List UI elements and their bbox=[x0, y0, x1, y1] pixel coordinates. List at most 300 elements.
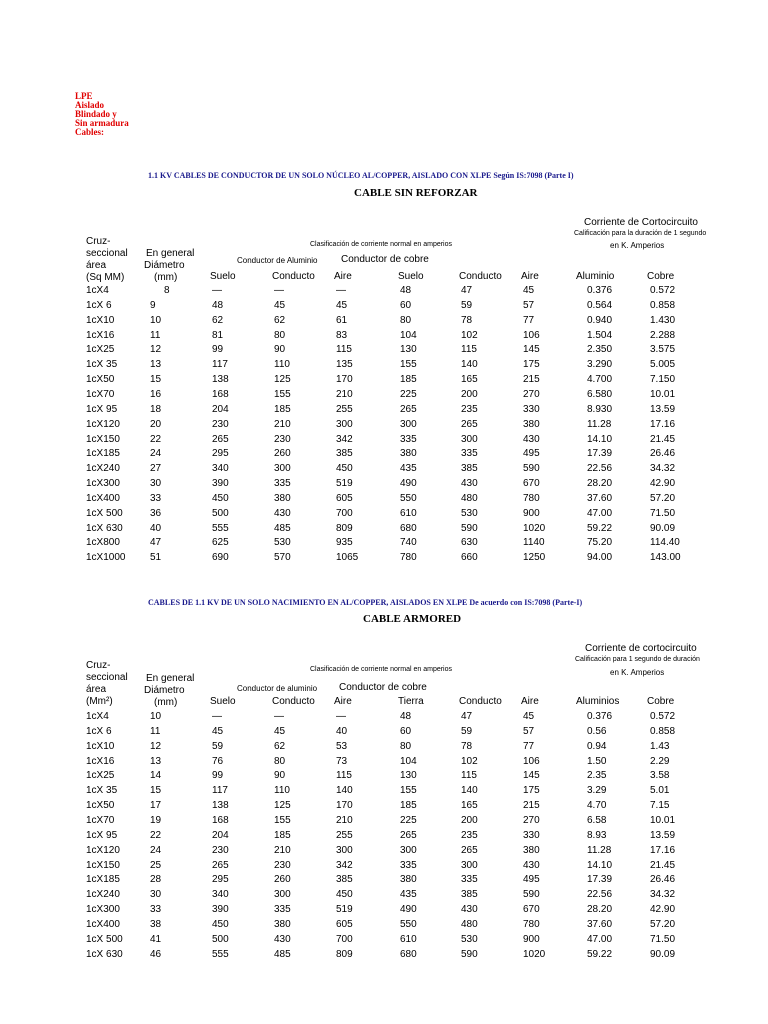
table-row bbox=[0, 785, 768, 799]
header-line: (Sq MM) bbox=[86, 272, 125, 283]
cell-diameter: 15 bbox=[150, 374, 162, 386]
cell-cu-air: 145 bbox=[523, 344, 540, 356]
cell-cu-air: 380 bbox=[523, 844, 540, 856]
cell-al-soil: 265 bbox=[212, 859, 229, 871]
cell-cu-air: 495 bbox=[523, 448, 540, 460]
cell-diameter: 11 bbox=[150, 329, 161, 341]
cell-sc-aluminium: 4.70 bbox=[587, 800, 607, 812]
cell-cu-soil: 265 bbox=[400, 829, 417, 841]
cell-al-duct: 90 bbox=[274, 344, 286, 356]
cell-diameter: 13 bbox=[150, 359, 162, 371]
cell-cu-duct: 78 bbox=[461, 740, 473, 752]
cell-cu-air: 77 bbox=[523, 740, 535, 752]
cell-al-air: 170 bbox=[336, 374, 353, 386]
cell-diameter: 8 bbox=[164, 285, 170, 296]
cell-cu-air: 106 bbox=[523, 329, 540, 341]
cell-al-air: 605 bbox=[336, 492, 353, 504]
cell-diameter: 24 bbox=[150, 448, 162, 460]
table-row bbox=[0, 508, 768, 522]
intro-line: LPE bbox=[75, 91, 93, 101]
table-row bbox=[0, 300, 768, 314]
cell-sc-aluminium: 75.20 bbox=[587, 537, 613, 549]
cell-diameter: 46 bbox=[150, 948, 162, 960]
cell-al-duct: 62 bbox=[274, 740, 286, 752]
cell-area: 1cX50 bbox=[86, 800, 115, 812]
cell-sc-aluminium: 22.56 bbox=[587, 889, 613, 901]
cell-al-air: 385 bbox=[336, 448, 353, 460]
cell-al-soil: 500 bbox=[212, 933, 229, 945]
cell-cu-air: 57 bbox=[523, 725, 535, 737]
cell-al-air: 73 bbox=[336, 755, 348, 767]
cell-cu-soil: 380 bbox=[400, 874, 417, 886]
cell-area: 1cX240 bbox=[86, 463, 120, 475]
cell-al-soil: 555 bbox=[212, 522, 229, 534]
cell-diameter: 18 bbox=[150, 403, 162, 415]
cell-sc-copper: 34.32 bbox=[650, 463, 676, 475]
cell-diameter: 20 bbox=[150, 418, 162, 430]
cell-area: 1cX 630 bbox=[86, 948, 123, 960]
cell-diameter: 10 bbox=[150, 711, 162, 722]
table-row bbox=[0, 537, 768, 551]
cell-cu-soil: 80 bbox=[400, 314, 412, 326]
cell-cu-duct: 385 bbox=[461, 889, 478, 901]
cell-al-air: 255 bbox=[336, 403, 353, 415]
cell-al-air: 61 bbox=[336, 314, 348, 326]
section1-short-circuit-sub: Calificación para la duración de 1 segundo bbox=[574, 230, 707, 237]
cell-cu-air: 900 bbox=[523, 933, 540, 945]
cell-cu-air: 670 bbox=[523, 904, 540, 916]
cell-al-duct: — bbox=[274, 711, 284, 722]
cell-al-soil: 625 bbox=[212, 537, 229, 549]
cell-area: 1cX 630 bbox=[86, 522, 123, 534]
cell-al-air: 385 bbox=[336, 874, 353, 886]
cell-cu-duct: 265 bbox=[461, 844, 478, 856]
cell-sc-aluminium: 0.56 bbox=[587, 725, 607, 737]
cell-cu-soil: 300 bbox=[400, 418, 417, 430]
cell-cu-duct: 47 bbox=[461, 711, 473, 722]
intro-line: Aislado bbox=[75, 100, 105, 110]
cell-al-air: 809 bbox=[336, 522, 353, 534]
cell-al-duct: 485 bbox=[274, 522, 291, 534]
cell-area: 1cX 95 bbox=[86, 403, 118, 415]
cell-diameter: 51 bbox=[150, 552, 162, 564]
cell-diameter: 14 bbox=[150, 770, 162, 782]
cell-area: 1cX120 bbox=[86, 844, 120, 856]
cell-cu-soil: 610 bbox=[400, 507, 417, 519]
cell-sc-copper: 2.288 bbox=[650, 329, 676, 341]
cell-cu-air: 215 bbox=[523, 374, 540, 386]
cell-al-soil: 117 bbox=[212, 785, 228, 797]
cell-sc-aluminium: 0.94 bbox=[587, 740, 607, 752]
cell-cu-duct: 660 bbox=[461, 552, 478, 564]
cell-al-soil: 138 bbox=[212, 374, 229, 386]
cell-sc-copper: 114.40 bbox=[650, 537, 680, 549]
cell-al-soil: 390 bbox=[212, 478, 229, 490]
cell-sc-aluminium: 47.00 bbox=[587, 933, 613, 945]
cell-al-soil: 204 bbox=[212, 403, 229, 415]
cell-cu-soil: 300 bbox=[400, 844, 417, 856]
cell-area: 1cX300 bbox=[86, 478, 120, 490]
cell-al-duct: 62 bbox=[274, 314, 286, 326]
section2-short-circuit-title: Corriente de cortocircuito bbox=[585, 643, 697, 654]
cell-sc-copper: 57.20 bbox=[650, 492, 676, 504]
cell-al-duct: 335 bbox=[274, 478, 291, 490]
cell-sc-aluminium: 14.10 bbox=[587, 433, 613, 445]
cell-al-duct: 230 bbox=[274, 433, 291, 445]
cell-cu-air: 270 bbox=[523, 814, 540, 826]
cell-cu-soil: 60 bbox=[400, 299, 412, 311]
cell-sc-copper: 21.45 bbox=[650, 859, 676, 871]
table-row bbox=[0, 463, 768, 477]
cell-cu-soil: 185 bbox=[400, 800, 417, 812]
cell-area: 1cX800 bbox=[86, 537, 120, 549]
cell-cu-duct: 590 bbox=[461, 948, 478, 960]
cell-sc-copper: 3.575 bbox=[650, 344, 676, 356]
cell-sc-aluminium: 3.29 bbox=[587, 785, 607, 797]
cell-cu-duct: 265 bbox=[461, 418, 478, 430]
cell-cu-soil: 335 bbox=[400, 859, 417, 871]
cell-al-air: 605 bbox=[336, 918, 353, 930]
cell-cu-duct: 59 bbox=[461, 725, 473, 737]
cell-al-duct: 300 bbox=[274, 463, 291, 475]
intro-line: Sin armadura bbox=[75, 118, 129, 128]
table-row bbox=[0, 359, 768, 373]
col-header: Aire bbox=[334, 696, 352, 707]
section2-title: CABLES DE 1.1 KV DE UN SOLO NACIMIENTO EN AL/COPPER, AISLADOS EN XLPE De acuerdo con IS:7098 (Parte-I) bbox=[148, 598, 583, 607]
cell-diameter: 9 bbox=[150, 299, 156, 311]
cell-sc-aluminium: 8.930 bbox=[587, 403, 613, 415]
cell-al-duct: 335 bbox=[274, 904, 291, 916]
cell-cu-air: 45 bbox=[523, 711, 535, 722]
cell-al-duct: 110 bbox=[274, 785, 290, 797]
cell-cu-soil: 60 bbox=[400, 725, 412, 737]
cell-area: 1cX70 bbox=[86, 814, 115, 826]
table-row bbox=[0, 419, 768, 433]
col-header: Aluminios bbox=[576, 696, 620, 707]
cell-sc-aluminium: 0.376 bbox=[587, 285, 613, 296]
cell-cu-duct: 165 bbox=[461, 374, 478, 386]
cell-cu-duct: 140 bbox=[461, 785, 478, 797]
cell-al-duct: — bbox=[274, 285, 284, 296]
cell-area: 1cX4 bbox=[86, 711, 109, 722]
cell-sc-copper: 17.16 bbox=[650, 844, 676, 856]
table-row bbox=[0, 874, 768, 888]
cell-area: 1cX 35 bbox=[86, 785, 118, 797]
cell-sc-copper: 13.59 bbox=[650, 403, 676, 415]
cell-sc-aluminium: 59.22 bbox=[587, 948, 613, 960]
cell-al-soil: 450 bbox=[212, 492, 229, 504]
cell-al-duct: 570 bbox=[274, 552, 291, 564]
cell-area: 1cX10 bbox=[86, 740, 115, 752]
cell-cu-duct: 235 bbox=[461, 829, 478, 841]
section1-short-circuit-title: Corriente de Cortocircuito bbox=[584, 217, 698, 228]
cell-cu-air: 590 bbox=[523, 463, 540, 475]
cell-sc-copper: 7.15 bbox=[650, 800, 670, 812]
section2-al-label: Conductor de aluminio bbox=[237, 684, 318, 693]
cell-sc-copper: 1.43 bbox=[650, 740, 670, 752]
cell-diameter: 17 bbox=[150, 800, 162, 812]
cell-sc-copper: 3.58 bbox=[650, 770, 670, 782]
cell-cu-soil: 550 bbox=[400, 492, 417, 504]
cell-cu-air: 270 bbox=[523, 388, 540, 400]
cell-diameter: 13 bbox=[150, 755, 162, 767]
cell-cu-air: 145 bbox=[523, 770, 540, 782]
section1-column-headers bbox=[0, 271, 768, 285]
table-row bbox=[0, 741, 768, 755]
cell-al-duct: 300 bbox=[274, 889, 291, 901]
col-header: Aire bbox=[334, 271, 352, 282]
cell-cu-duct: 590 bbox=[461, 522, 478, 534]
cell-al-air: — bbox=[336, 711, 346, 722]
cell-al-soil: 62 bbox=[212, 314, 224, 326]
cell-cu-air: 670 bbox=[523, 478, 540, 490]
col-header: Suelo bbox=[210, 271, 236, 282]
cell-sc-aluminium: 0.376 bbox=[587, 711, 613, 722]
header-line: seccional bbox=[86, 672, 128, 683]
cell-cu-duct: 430 bbox=[461, 904, 478, 916]
cell-al-duct: 485 bbox=[274, 948, 291, 960]
cell-diameter: 11 bbox=[150, 725, 161, 737]
cell-al-duct: 185 bbox=[274, 403, 291, 415]
cell-al-duct: 210 bbox=[274, 844, 291, 856]
cell-al-soil: — bbox=[212, 285, 222, 296]
cell-al-soil: 168 bbox=[212, 814, 229, 826]
cell-sc-copper: 0.572 bbox=[650, 711, 676, 722]
cell-cu-duct: 530 bbox=[461, 933, 478, 945]
cell-diameter: 28 bbox=[150, 874, 162, 886]
table-row bbox=[0, 389, 768, 403]
table-row bbox=[0, 493, 768, 507]
cell-al-duct: 80 bbox=[274, 755, 286, 767]
cell-cu-air: 330 bbox=[523, 829, 540, 841]
table-row bbox=[0, 815, 768, 829]
section1-subtitle: CABLE SIN REFORZAR bbox=[354, 187, 478, 199]
cell-cu-air: 780 bbox=[523, 918, 540, 930]
cell-cu-soil: 130 bbox=[400, 770, 417, 782]
cell-al-air: 210 bbox=[336, 814, 353, 826]
cell-cu-duct: 530 bbox=[461, 507, 478, 519]
cell-cu-duct: 430 bbox=[461, 478, 478, 490]
cell-cu-duct: 78 bbox=[461, 314, 473, 326]
cell-cu-soil: 225 bbox=[400, 814, 417, 826]
cell-sc-aluminium: 2.350 bbox=[587, 344, 613, 356]
cell-diameter: 12 bbox=[150, 740, 162, 752]
cell-diameter: 33 bbox=[150, 492, 162, 504]
cell-al-duct: 185 bbox=[274, 829, 291, 841]
cell-al-soil: 390 bbox=[212, 904, 229, 916]
section1-title: 1.1 KV CABLES DE CONDUCTOR DE UN SOLO NÚCLEO AL/COPPER, AISLADO CON XLPE Según IS:7098 (Parte I) bbox=[148, 171, 574, 180]
cell-diameter: 12 bbox=[150, 344, 162, 356]
section2-column-headers bbox=[0, 696, 768, 710]
cell-sc-aluminium: 14.10 bbox=[587, 859, 613, 871]
cell-sc-copper: 13.59 bbox=[650, 829, 676, 841]
cell-sc-copper: 10.01 bbox=[650, 388, 676, 400]
cell-cu-duct: 102 bbox=[461, 755, 478, 767]
cell-sc-aluminium: 37.60 bbox=[587, 492, 613, 504]
col-header: Conducto bbox=[272, 271, 315, 282]
cell-area: 1cX400 bbox=[86, 918, 120, 930]
cell-al-duct: 230 bbox=[274, 859, 291, 871]
cell-al-soil: 76 bbox=[212, 755, 224, 767]
cell-sc-aluminium: 37.60 bbox=[587, 918, 613, 930]
cell-sc-aluminium: 8.93 bbox=[587, 829, 607, 841]
section1-al-label: Conductor de Aluminio bbox=[237, 256, 318, 265]
cell-al-soil: 138 bbox=[212, 800, 229, 812]
intro-line: Cables: bbox=[75, 127, 104, 137]
cell-al-soil: 230 bbox=[212, 844, 229, 856]
cell-area: 1cX16 bbox=[86, 755, 115, 767]
section1-cu-label: Conductor de cobre bbox=[341, 254, 429, 265]
cell-al-duct: 260 bbox=[274, 874, 291, 886]
cell-al-air: 140 bbox=[336, 785, 353, 797]
cell-al-duct: 210 bbox=[274, 418, 291, 430]
cell-sc-aluminium: 3.290 bbox=[587, 359, 613, 371]
cell-area: 1cX25 bbox=[86, 344, 115, 356]
cell-cu-soil: 185 bbox=[400, 374, 417, 386]
cell-area: 1cX 95 bbox=[86, 829, 118, 841]
cell-sc-aluminium: 47.00 bbox=[587, 507, 613, 519]
section2-rating-label: Clasificación de corriente normal en amperios bbox=[310, 666, 453, 673]
cell-sc-copper: 26.46 bbox=[650, 448, 676, 460]
cell-diameter: 10 bbox=[150, 314, 162, 326]
cell-sc-copper: 71.50 bbox=[650, 507, 676, 519]
cell-cu-air: 590 bbox=[523, 889, 540, 901]
cell-sc-aluminium: 28.20 bbox=[587, 478, 613, 490]
cell-cu-duct: 385 bbox=[461, 463, 478, 475]
cell-cu-soil: 130 bbox=[400, 344, 417, 356]
table-row bbox=[0, 344, 768, 358]
cell-cu-duct: 480 bbox=[461, 918, 478, 930]
cell-area: 1cX10 bbox=[86, 314, 115, 326]
table-row bbox=[0, 800, 768, 814]
cell-al-soil: 295 bbox=[212, 874, 229, 886]
cell-al-soil: 340 bbox=[212, 889, 229, 901]
cell-cu-soil: 48 bbox=[400, 711, 412, 722]
cell-area: 1cX 500 bbox=[86, 507, 123, 519]
cell-area: 1cX16 bbox=[86, 329, 115, 341]
cell-diameter: 16 bbox=[150, 388, 162, 400]
cell-sc-copper: 2.29 bbox=[650, 755, 670, 767]
cell-area: 1cX 35 bbox=[86, 359, 118, 371]
cell-cu-soil: 155 bbox=[400, 785, 417, 797]
cell-al-duct: 125 bbox=[274, 374, 291, 386]
cell-sc-aluminium: 11.28 bbox=[587, 418, 612, 430]
cell-cu-air: 430 bbox=[523, 433, 540, 445]
cell-sc-aluminium: 0.564 bbox=[587, 299, 613, 311]
cell-al-air: 53 bbox=[336, 740, 348, 752]
col-header: Cobre bbox=[647, 271, 675, 282]
cell-cu-soil: 335 bbox=[400, 433, 417, 445]
cell-diameter: 47 bbox=[150, 537, 162, 549]
table-row bbox=[0, 726, 768, 740]
cell-sc-copper: 143.00 bbox=[650, 552, 681, 564]
cell-cu-duct: 102 bbox=[461, 329, 478, 341]
table-row bbox=[0, 949, 768, 963]
cell-sc-copper: 0.572 bbox=[650, 285, 676, 296]
cell-area: 1cX400 bbox=[86, 492, 120, 504]
cell-cu-soil: 380 bbox=[400, 448, 417, 460]
col-header: Conducto bbox=[459, 271, 502, 282]
cell-cu-soil: 550 bbox=[400, 918, 417, 930]
table-row bbox=[0, 904, 768, 918]
cell-al-soil: 690 bbox=[212, 552, 229, 564]
cell-cu-air: 900 bbox=[523, 507, 540, 519]
cell-al-air: 450 bbox=[336, 463, 353, 475]
table-row bbox=[0, 434, 768, 448]
cell-al-air: 809 bbox=[336, 948, 353, 960]
cell-cu-soil: 740 bbox=[400, 537, 417, 549]
cell-cu-duct: 165 bbox=[461, 800, 478, 812]
col-header: Aluminio bbox=[576, 271, 615, 282]
cell-cu-duct: 47 bbox=[461, 285, 473, 296]
cell-al-air: 115 bbox=[336, 770, 352, 782]
header-line: En general bbox=[146, 248, 195, 259]
cell-sc-copper: 90.09 bbox=[650, 522, 676, 534]
cell-cu-air: 57 bbox=[523, 299, 535, 311]
header-line: Cruz- bbox=[86, 236, 111, 247]
cell-cu-duct: 480 bbox=[461, 492, 478, 504]
cell-area: 1cX185 bbox=[86, 874, 120, 886]
cell-sc-copper: 5.005 bbox=[650, 359, 676, 371]
cell-al-air: 210 bbox=[336, 388, 353, 400]
cell-cu-air: 1020 bbox=[523, 522, 546, 534]
cell-cu-soil: 80 bbox=[400, 740, 412, 752]
cell-al-soil: 450 bbox=[212, 918, 229, 930]
cell-cu-soil: 435 bbox=[400, 463, 417, 475]
cell-al-soil: 295 bbox=[212, 448, 229, 460]
col-header: Suelo bbox=[398, 271, 424, 282]
cell-sc-aluminium: 94.00 bbox=[587, 552, 613, 564]
cell-sc-aluminium: 4.700 bbox=[587, 374, 613, 386]
header-line: seccional bbox=[86, 248, 128, 259]
cell-cu-soil: 490 bbox=[400, 904, 417, 916]
cell-al-air: 1065 bbox=[336, 552, 359, 564]
col-header: Aire bbox=[521, 271, 539, 282]
cell-sc-aluminium: 1.50 bbox=[587, 755, 607, 767]
cell-cu-air: 430 bbox=[523, 859, 540, 871]
cell-cu-duct: 235 bbox=[461, 403, 478, 415]
table-row bbox=[0, 830, 768, 844]
cell-cu-duct: 200 bbox=[461, 388, 478, 400]
cell-al-air: 40 bbox=[336, 725, 348, 737]
cell-area: 1cX1000 bbox=[86, 552, 126, 564]
table-row bbox=[0, 770, 768, 784]
cell-sc-copper: 42.90 bbox=[650, 904, 676, 916]
cell-diameter: 38 bbox=[150, 918, 162, 930]
cell-al-air: 300 bbox=[336, 418, 353, 430]
table-row bbox=[0, 889, 768, 903]
col-header: Aire bbox=[521, 696, 539, 707]
cell-area: 1cX120 bbox=[86, 418, 120, 430]
cell-area: 1cX70 bbox=[86, 388, 115, 400]
table-row bbox=[0, 934, 768, 948]
cell-diameter: 30 bbox=[150, 478, 162, 490]
cell-diameter: 15 bbox=[150, 785, 162, 797]
cell-cu-soil: 104 bbox=[400, 755, 417, 767]
cell-diameter: 25 bbox=[150, 859, 162, 871]
cell-sc-aluminium: 28.20 bbox=[587, 904, 613, 916]
cell-cu-duct: 335 bbox=[461, 874, 478, 886]
cell-al-soil: 204 bbox=[212, 829, 229, 841]
cell-cu-air: 1140 bbox=[523, 537, 545, 549]
cell-al-air: 700 bbox=[336, 507, 353, 519]
cell-cu-air: 215 bbox=[523, 800, 540, 812]
cell-cu-soil: 104 bbox=[400, 329, 417, 341]
cell-cu-air: 380 bbox=[523, 418, 540, 430]
table-row bbox=[0, 523, 768, 537]
table-row bbox=[0, 330, 768, 344]
cell-diameter: 41 bbox=[150, 933, 162, 945]
